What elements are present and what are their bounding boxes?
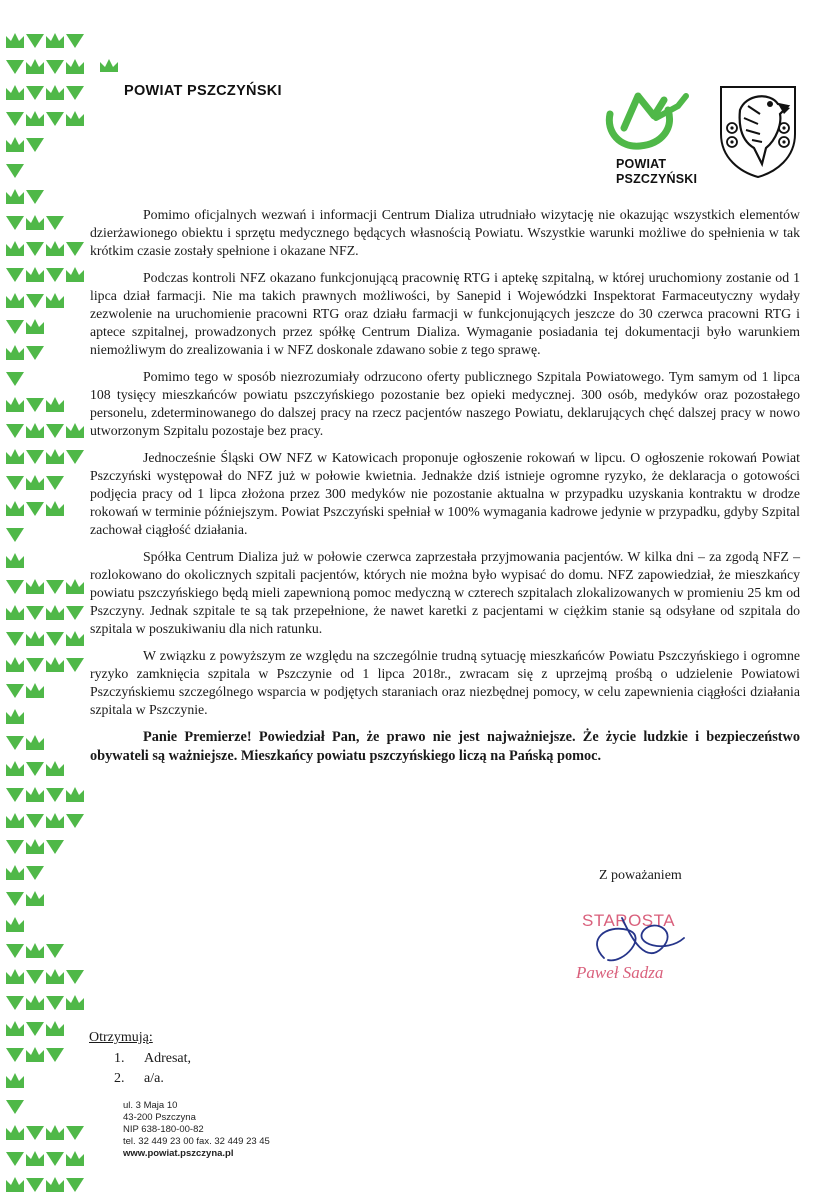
- decor-crown-shape: [46, 840, 64, 854]
- decor-crown-shape: [26, 579, 44, 594]
- decor-crown-shape: [26, 814, 44, 828]
- decor-crown-shape: [46, 813, 64, 828]
- decor-crown-shape: [6, 1125, 24, 1140]
- decor-crown-shape: [6, 241, 24, 256]
- decor-crown-shape: [26, 502, 44, 516]
- decor-crown-shape: [46, 1152, 64, 1166]
- decor-crown-shape: [66, 658, 84, 672]
- decor-crown-shape: [66, 242, 84, 256]
- decor-crown-shape: [66, 970, 84, 984]
- decor-crown-shape: [6, 216, 24, 230]
- recipient-text: a/a.: [144, 1071, 164, 1086]
- decor-crown-shape: [26, 866, 44, 880]
- body-paragraph: Jednocześnie Śląski OW NFZ w Katowicach proponuje ogłoszenie rokowań w lipcu. O ogłoszenie rokowań Powiat Pszczyński występował do NFZ już w połowie kwietnia. Jednakże dziś istnieje ogromne ryzyko, że deklaracja o gotowości podjęcia pracy od 1 lipca złożona przez 300 medyków nie pozostanie aktualna w przypadku uzyskania kontraktu w drodze rokowań w terminie późniejszym. Powiat Pszczyński spełniał w 100% wymagania kadrowe jedynie w przypadku, gdyby Szpital zachował ciągłość działania.: [90, 450, 800, 537]
- decor-crown-shape: [6, 1073, 24, 1088]
- decor-crown-shape: [26, 1151, 44, 1166]
- decor-crown-shape: [66, 606, 84, 620]
- decor-crown-shape: [46, 424, 64, 438]
- decor-crown-shape: [6, 320, 24, 334]
- decor-crown-shape: [66, 86, 84, 100]
- decor-crown-shape: [66, 423, 84, 438]
- decor-crown-shape: [26, 735, 44, 750]
- decor-crown-shape: [6, 840, 24, 854]
- decor-crown-shape: [26, 346, 44, 360]
- decor-crown-shape: [6, 969, 24, 984]
- decor-crown-shape: [26, 970, 44, 984]
- decor-crown-shape: [6, 189, 24, 204]
- decor-crown-shape: [6, 1100, 24, 1114]
- decor-crown-shape: [26, 1022, 44, 1036]
- logo-text-line2: PSZCZYŃSKI: [616, 172, 698, 186]
- decor-crown-small: [0, 0, 130, 80]
- decor-crown-shape: [66, 579, 84, 594]
- decor-crown-shape: [26, 891, 44, 906]
- decor-crown-shape: [46, 580, 64, 594]
- decor-crown-shape: [26, 995, 44, 1010]
- decor-crown-shape: [26, 1047, 44, 1062]
- recipients-heading: Otrzymują:: [89, 1030, 153, 1045]
- decor-crown-shape: [26, 267, 44, 282]
- decor-crown-shape: [6, 996, 24, 1010]
- decor-crown-shape: [66, 787, 84, 802]
- decor-crown-shape: [46, 1177, 64, 1192]
- decor-crown-shape: [66, 1151, 84, 1166]
- stamp-name: Paweł Sadza: [576, 963, 664, 982]
- decor-crown-shape: [46, 788, 64, 802]
- address-nip: NIP 638-180-00-82: [123, 1124, 204, 1135]
- decor-crown-shape: [26, 475, 44, 490]
- decor-crown-shape: [6, 137, 24, 152]
- letter-body: [90, 206, 800, 775]
- appeal-paragraph: Panie Premierze! Powiedział Pan, że prawo nie jest najważniejsze. Że życie ludzkie i bezpieczeństwo obywateli są ważniejsze. Mieszkańcy powiatu pszczyńskiego liczą na Pańską pomoc.: [90, 729, 800, 764]
- decor-crown-shape: [46, 476, 64, 490]
- decor-crown-shape: [6, 761, 24, 776]
- decor-crown-shape: [26, 762, 44, 776]
- decor-crown-shape: [6, 449, 24, 464]
- decor-crown-shape: [26, 190, 44, 204]
- recipient-number: 2.: [114, 1071, 125, 1086]
- decor-crown-shape: [46, 501, 64, 516]
- decor-crown-shape: [66, 111, 84, 126]
- decor-crown-shape: [6, 944, 24, 958]
- decor-crown-shape: [26, 787, 44, 802]
- body-paragraph: W związku z powyższym ze względu na szczególnie trudną sytuację mieszkańców Powiatu Pszczyńskiego i ogromne ryzyko zamknięcia szpitala w Pszczynie od 1 lipca 2018r., zwracam się z uprzejmą prośbą o udzielenie Powiatowi Pszczyńskiemu szczególnego wsparcia w podjętych staraniach oraz niezbędnej pomocy, w celu zapewnienia ciągłości działania szpitala w Pszczynie.: [90, 648, 800, 717]
- decor-crown-shape: [100, 59, 118, 72]
- decor-crown-shape: [26, 138, 44, 152]
- address-city: 43-200 Pszczyna: [123, 1112, 196, 1123]
- closing-text: Z poważaniem: [599, 868, 682, 883]
- decor-crown-shape: [46, 216, 64, 230]
- decor-crown-shape: [26, 1126, 44, 1140]
- decor-crown-shape: [46, 969, 64, 984]
- recipient-number: 1.: [114, 1051, 125, 1066]
- decor-crown-shape: [6, 268, 24, 282]
- recipient-text: Adresat,: [144, 1051, 192, 1066]
- decor-crown-shape: [6, 1048, 24, 1062]
- recipients-block: [89, 1030, 191, 1091]
- decor-crown-shape: [26, 423, 44, 438]
- decor-crown-shape: [26, 606, 44, 620]
- decor-crown-shape: [66, 450, 84, 464]
- decor-crown-shape: [66, 995, 84, 1010]
- decor-crown-shape: [26, 450, 44, 464]
- decor-crown-shape: [66, 1126, 84, 1140]
- decor-crown-shape: [26, 242, 44, 256]
- logo-text: [616, 157, 697, 187]
- decor-crown-shape: [6, 1021, 24, 1036]
- decor-crown-shape: [46, 761, 64, 776]
- decor-crown-shape: [46, 1048, 64, 1062]
- decor-crown-shape: [6, 528, 24, 542]
- body-paragraph: Podczas kontroli NFZ okazano funkcjonującą pracownię RTG i aptekę szpitalną, w której uruchomiony zostanie od 1 lipca dział farmacji. Nie ma takich prawnych możliwości, by Sanepid i Wojewódzki Inspektorat Farmaceutyczny wydały zezwolenie na uruchomienie pracowni RTG oraz działu farmacji w funkcjonujących jeszcze do 30 czerwca pracowni RTG i aptece szpitalnej, prowadzonych przez spółkę Centrum Dializa. Wymaganie posiadania tej dokumentacji było warunkiem niemożliwym do zrealizowania i w NFZ doskonale zdawano sobie z tego sprawę.: [90, 270, 800, 357]
- decor-crown-shape: [6, 372, 24, 386]
- green-decorative-border: [0, 0, 90, 1200]
- decor-crown-shape: [46, 397, 64, 412]
- decor-crown-shape: [26, 215, 44, 230]
- decor-crown-shape: [6, 917, 24, 932]
- decor-crown-shape: [6, 553, 24, 568]
- decor-crown-shape: [46, 449, 64, 464]
- decor-crown-shape: [46, 112, 64, 126]
- address-phone: tel. 32 449 23 00 fax. 32 449 23 45: [123, 1136, 270, 1147]
- recipient-item: [114, 1071, 191, 1087]
- decor-crown-shape: [6, 736, 24, 750]
- decor-crown-shape: [46, 241, 64, 256]
- decor-crown-shape: [6, 293, 24, 308]
- decor-crown-shape: [6, 684, 24, 698]
- decor-crown-shape: [46, 944, 64, 958]
- decor-crown-shape: [26, 86, 44, 100]
- decor-crown-shape: [46, 1021, 64, 1036]
- decor-crown-shape: [46, 1125, 64, 1140]
- logo-text-line1: POWIAT: [616, 157, 667, 171]
- recipient-item: [114, 1051, 191, 1067]
- decor-crown-shape: [6, 85, 24, 100]
- decor-crown-shape: [6, 605, 24, 620]
- decor-crown-shape: [46, 632, 64, 646]
- decor-crown-shape: [46, 268, 64, 282]
- decor-crown-shape: [46, 293, 64, 308]
- decor-crown-shape: [66, 267, 84, 282]
- body-paragraph: Pomimo oficjalnych wezwań i informacji Centrum Dializa utrudniało wizytację nie okazując wszystkich elementów dzierżawionego obiektu i sprzętu medycznego będących własnością Powiatu. Wszystkie warunki możliwe do spełnienia w tak krótkim czasie zostały spełnione i okazane NFZ.: [90, 207, 800, 258]
- decor-crown-shape: [6, 813, 24, 828]
- powiat-logo-icon: [602, 88, 692, 154]
- recipients-list: [89, 1051, 191, 1087]
- decor-crown-shape: [26, 398, 44, 412]
- decor-crown-shape: [6, 788, 24, 802]
- body-paragraph: Pomimo tego w sposób niezrozumiały odrzucono oferty publicznego Szpitala Powiatowego. Tym samym od 1 lipca 108 tysięcy mieszkańców powiatu pszczyńskiego pozostanie bez opieki medycznej. 300 osób, medyków oraz pozostałego personelu, zdeterminowanego do dalszej pracy na rzecz pacjentów naszego Powiatu, deklarujących chęć dalszej pracy w nowo utworzonym Szpitalu pozostaje bez pracy.: [90, 369, 800, 438]
- signature-stamp: [566, 900, 696, 990]
- decor-crown-shape: [26, 839, 44, 854]
- decor-crown-shape: [26, 631, 44, 646]
- decor-crown-shape: [46, 657, 64, 672]
- decor-crown-shape: [6, 1152, 24, 1166]
- decor-crown-shape: [26, 658, 44, 672]
- decor-crown-shape: [26, 294, 44, 308]
- decor-crown-shape: [6, 709, 24, 724]
- decor-crown-shape: [6, 164, 24, 178]
- decor-crown-shape: [46, 605, 64, 620]
- stamp-title: STAROSTA: [582, 911, 676, 930]
- decor-crown-shape: [6, 1177, 24, 1192]
- decor-crown-shape: [6, 865, 24, 880]
- address-street: ul. 3 Maja 10: [123, 1100, 178, 1111]
- decor-crown-shape: [6, 476, 24, 490]
- decor-crown-shape: [26, 683, 44, 698]
- decor-crown-shape: [6, 397, 24, 412]
- decor-crown-shape: [66, 1178, 84, 1192]
- decor-crown-shape: [46, 996, 64, 1010]
- decor-crown-shape: [6, 892, 24, 906]
- eagle-coat-of-arms-icon: [718, 84, 798, 180]
- header-title: POWIAT PSZCZYŃSKI: [124, 83, 282, 99]
- decor-crown-shape: [6, 345, 24, 360]
- decor-crown-shape: [46, 85, 64, 100]
- decor-crown-shape: [26, 1178, 44, 1192]
- decor-crown-shape: [26, 943, 44, 958]
- decor-crown-shape: [6, 424, 24, 438]
- decor-crown-shape: [6, 501, 24, 516]
- decor-crown-shape: [6, 580, 24, 594]
- footer-address: [123, 1100, 270, 1160]
- decor-crown-shape: [26, 319, 44, 334]
- decor-crown-shape: [26, 111, 44, 126]
- address-website: www.powiat.pszczyna.pl: [123, 1148, 234, 1159]
- decor-crown-shape: [66, 814, 84, 828]
- decor-crown-shape: [66, 631, 84, 646]
- body-paragraph: Spółka Centrum Dializa już w połowie czerwca zaprzestała przyjmowania pacjentów. W kilka dni – za zgodą NFZ – rozlokowano do okolicznych szpitali pacjentów, których nie można było wypisać do domu. NFZ zapowiedział, że mieszkańcy powiatu pszczyńskiego będą mieli zapewnioną pomoc medyczną w czterech szpitalach zlokalizowanych w promieniu 25 km od Pszczyny. Jednak szpitale te są tak przepełnione, że nawet karetki z pacjentami w ciężkim stanie są odsyłane od szpitala do szpitala w poszukiwaniu dla nich ratunku.: [90, 549, 800, 636]
- decor-crown-shape: [6, 112, 24, 126]
- decor-crown-shape: [6, 632, 24, 646]
- decor-crown-shape: [6, 657, 24, 672]
